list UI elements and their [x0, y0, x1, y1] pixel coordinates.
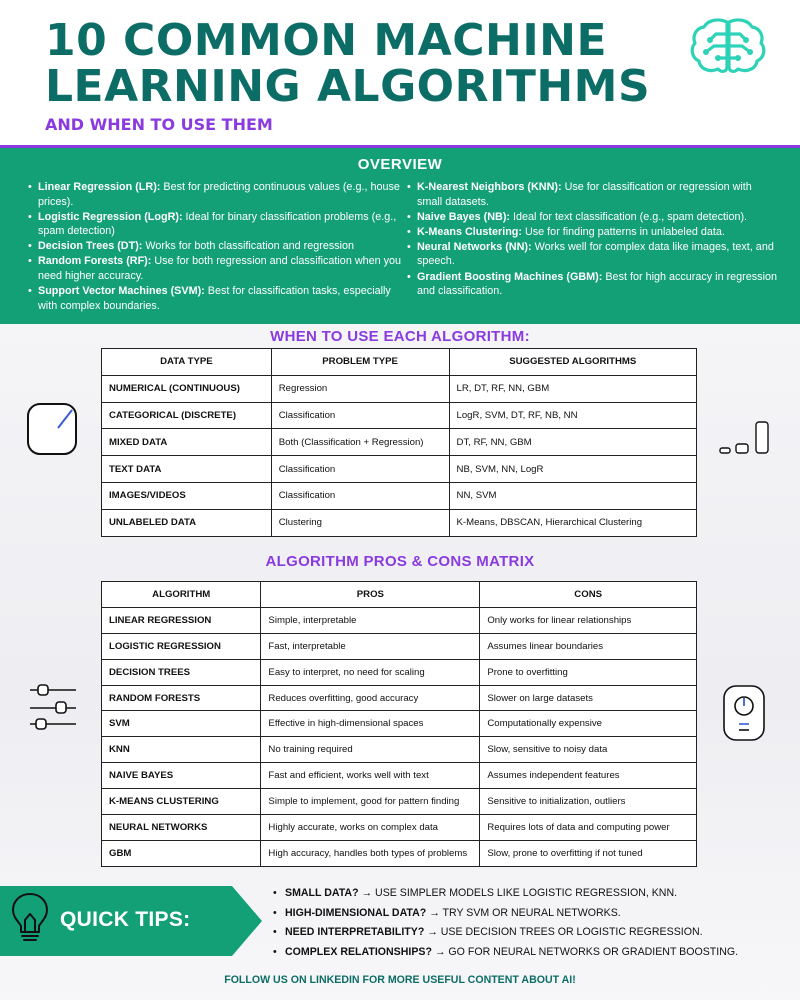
- list-item: [28, 254, 404, 283]
- list-item: [407, 180, 779, 209]
- table-cell: IMAGES/VIDEOS: [102, 482, 272, 509]
- table-cell: Effective in high-dimensional spaces: [261, 711, 480, 737]
- table-row: [102, 737, 697, 763]
- table-cell: Regression: [271, 375, 449, 402]
- desc: Best for classification tasks, especially with complex boundaries.: [38, 285, 391, 312]
- list-item: [407, 210, 779, 225]
- list-item: [407, 225, 779, 240]
- desc: Ideal for text classification (e.g., spam detection).: [510, 210, 748, 223]
- list-item: [273, 904, 738, 924]
- header: [0, 0, 800, 146]
- pros-cons-title: ALGORITHM PROS & CONS MATRIX: [265, 553, 535, 570]
- table-row: [102, 840, 697, 866]
- list-item: [407, 240, 779, 269]
- column-header: CONS: [480, 582, 697, 608]
- column-header: PROBLEM TYPE: [271, 349, 449, 376]
- table-cell: Fast and efficient, works well with text: [261, 763, 480, 789]
- table-cell: NN, SVM: [449, 482, 696, 509]
- table-row: [102, 456, 697, 483]
- table-cell: CATEGORICAL (DISCRETE): [102, 402, 272, 429]
- overview-right-list: [407, 180, 779, 299]
- term: Random Forests (RF):: [38, 255, 152, 268]
- table-cell: Fast, interpretable: [261, 633, 480, 659]
- table-cell: Simple to implement, good for pattern finding: [261, 789, 480, 815]
- table-cell: LINEAR REGRESSION: [102, 607, 261, 633]
- gauge-icon: [26, 400, 80, 458]
- list-item: [273, 923, 738, 943]
- table-cell: Clustering: [271, 509, 449, 536]
- table-cell: Sensitive to initialization, outliers: [480, 789, 697, 815]
- table-row: [102, 482, 697, 509]
- table-cell: High accuracy, handles both types of problems: [261, 840, 480, 866]
- term: K-Nearest Neighbors (KNN):: [417, 181, 562, 193]
- table-cell: Only works for linear relationships: [480, 607, 697, 633]
- list-item: [28, 180, 404, 209]
- when-to-use-table: [101, 348, 697, 537]
- table-cell: MIXED DATA: [102, 429, 272, 456]
- overview-section: [0, 148, 800, 324]
- term: Naive Bayes (NB):: [417, 210, 511, 223]
- term: Linear Regression (LR):: [38, 181, 161, 193]
- overview-title: OVERVIEW: [357, 156, 443, 173]
- table-cell: Assumes linear boundaries: [480, 633, 697, 659]
- table-cell: Both (Classification + Regression): [271, 429, 449, 456]
- page-title: [45, 15, 665, 112]
- table-cell: SVM: [102, 711, 261, 737]
- table-row: [102, 789, 697, 815]
- table-cell: NUMERICAL (CONTINUOUS): [102, 375, 272, 402]
- quick-tips-label: QUICK TIPS:: [60, 908, 191, 931]
- pros-cons-table: [101, 581, 697, 867]
- table-cell: Slow, sensitive to noisy data: [480, 737, 697, 763]
- table-row: [102, 763, 697, 789]
- table-cell: TEXT DATA: [102, 456, 272, 483]
- term: Logistic Regression (LogR):: [38, 210, 183, 223]
- title-line-1: 10 COMMON MACHINE: [45, 15, 608, 66]
- list-item: [28, 284, 404, 313]
- table-row: [102, 815, 697, 841]
- table-cell: LOGISTIC REGRESSION: [102, 633, 261, 659]
- term: Decision Trees (DT):: [38, 240, 143, 253]
- table-row: [102, 711, 697, 737]
- page-subtitle: AND WHEN TO USE THEM: [45, 115, 273, 134]
- column-header: SUGGESTED ALGORITHMS: [449, 349, 696, 376]
- column-header: DATA TYPE: [102, 349, 272, 376]
- bars-icon: [718, 420, 772, 456]
- table-cell: RANDOM FORESTS: [102, 685, 261, 711]
- table-cell: Assumes independent features: [480, 763, 697, 789]
- table-cell: DECISION TREES: [102, 659, 261, 685]
- table-cell: No training required: [261, 737, 480, 763]
- tip-answer: → TRY SVM OR NEURAL NETWORKS.: [426, 906, 621, 919]
- overview-left-list: [28, 180, 404, 314]
- desc: Use for both regression and classification when you need higher accuracy.: [38, 255, 402, 283]
- list-item: [28, 239, 404, 254]
- table-cell: Slow, prone to overfitting if not tuned: [480, 840, 697, 866]
- table-cell: Classification: [271, 456, 449, 483]
- title-line-2: LEARNING ALGORITHMS: [45, 61, 651, 112]
- table-cell: Highly accurate, works on complex data: [261, 815, 480, 841]
- desc: Use for classification or regression with small datasets.: [417, 181, 752, 208]
- desc: Best for high accuracy in regression and classification.: [417, 270, 777, 298]
- table-cell: NEURAL NETWORKS: [102, 815, 261, 841]
- table-cell: LR, DT, RF, NN, GBM: [449, 375, 696, 402]
- table-cell: Simple, interpretable: [261, 607, 480, 633]
- term: Support Vector Machines (SVM):: [38, 285, 205, 298]
- tip-question: SMALL DATA?: [285, 887, 359, 899]
- lightbulb-icon: [10, 892, 50, 944]
- table-row: [102, 659, 697, 685]
- table-cell: Reduces overfitting, good accuracy: [261, 685, 480, 711]
- list-item: [28, 210, 404, 239]
- table-cell: NAIVE BAYES: [102, 763, 261, 789]
- tip-answer: → USE DECISION TREES OR LOGISTIC REGRESSION.: [424, 926, 703, 938]
- table-row: [102, 429, 697, 456]
- list-item: [273, 943, 738, 963]
- term: Neural Networks (NN):: [417, 240, 532, 253]
- list-item: [407, 270, 779, 299]
- table-cell: LogR, SVM, DT, RF, NB, NN: [449, 402, 696, 429]
- table-cell: Requires lots of data and computing power: [480, 815, 697, 841]
- desc: Ideal for binary classification problems (e.g., spam detection): [38, 210, 397, 238]
- table-cell: Easy to interpret, no need for scaling: [261, 659, 480, 685]
- table-cell: UNLABELED DATA: [102, 509, 272, 536]
- table-cell: Prone to overfitting: [480, 659, 697, 685]
- desc: Use for finding patterns in unlabeled data.: [521, 225, 725, 238]
- table-row: [102, 509, 697, 536]
- column-header: ALGORITHM: [102, 582, 261, 608]
- table-cell: K-MEANS CLUSTERING: [102, 789, 261, 815]
- brain-icon: [688, 16, 768, 76]
- tip-question: NEED INTERPRETABILITY?: [285, 926, 425, 938]
- table-row: [102, 375, 697, 402]
- when-to-use-title: WHEN TO USE EACH ALGORITHM:: [270, 328, 530, 345]
- quick-tips-list: [273, 884, 738, 962]
- table-cell: DT, RF, NN, GBM: [449, 429, 696, 456]
- table-cell: K-Means, DBSCAN, Hierarchical Clustering: [449, 509, 696, 536]
- table-cell: Computationally expensive: [480, 711, 697, 737]
- table-cell: Classification: [271, 402, 449, 429]
- table-header-row: [102, 582, 697, 608]
- table-cell: Slower on large datasets: [480, 685, 697, 711]
- table-row: [102, 685, 697, 711]
- desc: Works for both classification and regression: [142, 240, 355, 253]
- column-header: PROS: [261, 582, 480, 608]
- table-cell: Classification: [271, 482, 449, 509]
- footer-cta[interactable]: FOLLOW US ON LINKEDIN FOR MORE USEFUL CONTENT ABOUT AI!: [224, 974, 576, 986]
- table-row: [102, 402, 697, 429]
- tip-answer: → USE SIMPLER MODELS LIKE LOGISTIC REGRESSION, KNN.: [358, 887, 678, 899]
- tip-question: HIGH-DIMENSIONAL DATA?: [285, 906, 427, 919]
- term: K-Means Clustering:: [417, 225, 522, 238]
- power-device-icon: [722, 684, 768, 742]
- tip-question: COMPLEX RELATIONSHIPS?: [285, 945, 432, 958]
- desc: Works well for complex data like images, text, and speech.: [417, 240, 774, 268]
- table-header-row: [102, 349, 697, 376]
- table-cell: GBM: [102, 840, 261, 866]
- table-cell: KNN: [102, 737, 261, 763]
- tip-answer: → GO FOR NEURAL NETWORKS OR GRADIENT BOOSTING.: [431, 945, 739, 958]
- table-row: [102, 633, 697, 659]
- table-cell: NB, SVM, NN, LogR: [449, 456, 696, 483]
- table-row: [102, 607, 697, 633]
- sliders-icon: [28, 682, 80, 732]
- desc: Best for predicting continuous values (e.g., house prices).: [38, 181, 400, 208]
- list-item: [273, 884, 738, 904]
- term: Gradient Boosting Machines (GBM):: [417, 270, 603, 283]
